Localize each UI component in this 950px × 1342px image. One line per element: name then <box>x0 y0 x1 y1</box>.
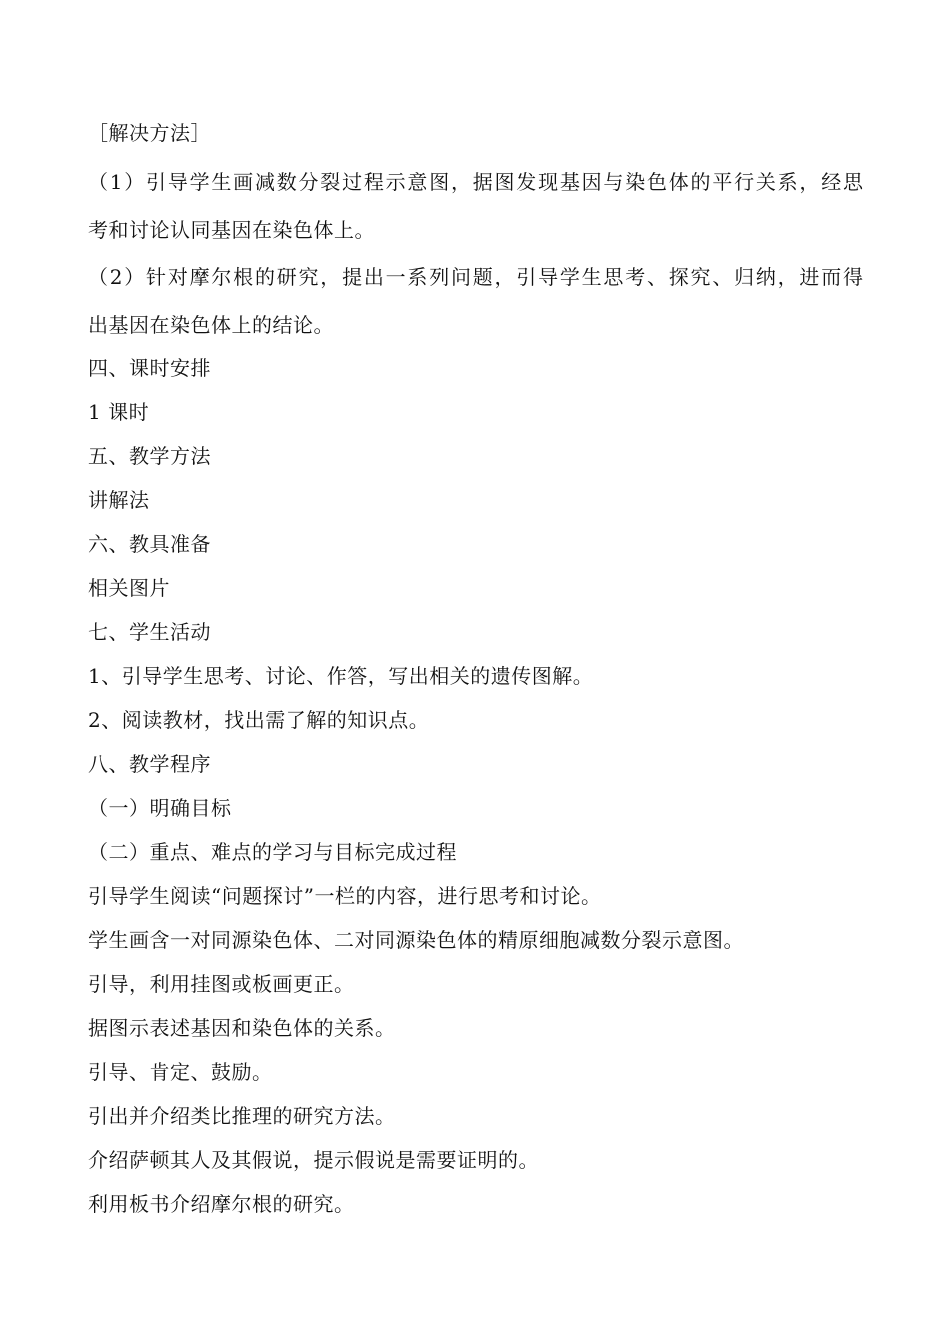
paragraph-line: 相关图片 <box>88 576 170 600</box>
section-heading-schedule: 四、课时安排 <box>88 356 211 380</box>
subheading: （一）明确目标 <box>88 796 232 820</box>
paragraph-line: （2）针对摩尔根的研究，提出一系列问题，引导学生思考、探究、归纳，进而得 <box>88 265 863 289</box>
paragraph-line: 利用板书介绍摩尔根的研究。 <box>88 1192 355 1216</box>
paragraph-line: 引导，利用挂图或板画更正。 <box>88 972 355 996</box>
paragraph-line: 介绍萨顿其人及其假说，提示假说是需要证明的。 <box>88 1148 539 1172</box>
paragraph-line: 引出并介绍类比推理的研究方法。 <box>88 1104 396 1128</box>
paragraph-line: 据图示表述基因和染色体的关系。 <box>88 1016 396 1040</box>
section-heading-tools: 六、教具准备 <box>88 532 211 556</box>
paragraph-line: 讲解法 <box>88 488 150 512</box>
paragraph-line: 引导学生阅读“问题探讨”一栏的内容，进行思考和讨论。 <box>88 884 602 908</box>
section-heading-activities: 七、学生活动 <box>88 620 211 644</box>
list-item: 1、引导学生思考、讨论、作答，写出相关的遗传图解。 <box>88 664 594 688</box>
heading-solution-method: ［解决方法］ <box>88 121 211 145</box>
section-heading-method: 五、教学方法 <box>88 444 211 468</box>
paragraph-line: 出基因在染色体上的结论。 <box>88 313 334 337</box>
paragraph-line: 1 课时 <box>88 400 150 424</box>
subheading: （二）重点、难点的学习与目标完成过程 <box>88 840 457 864</box>
list-item: 2、阅读教材，找出需了解的知识点。 <box>88 708 430 732</box>
paragraph-line: 考和讨论认同基因在染色体上。 <box>88 218 375 242</box>
paragraph-line: （1）引导学生画减数分裂过程示意图，据图发现基因与染色体的平行关系，经思 <box>88 170 863 194</box>
paragraph-line: 学生画含一对同源染色体、二对同源染色体的精原细胞减数分裂示意图。 <box>88 928 744 952</box>
paragraph-line: 引导、肯定、鼓励。 <box>88 1060 273 1084</box>
section-heading-procedure: 八、教学程序 <box>88 752 211 776</box>
